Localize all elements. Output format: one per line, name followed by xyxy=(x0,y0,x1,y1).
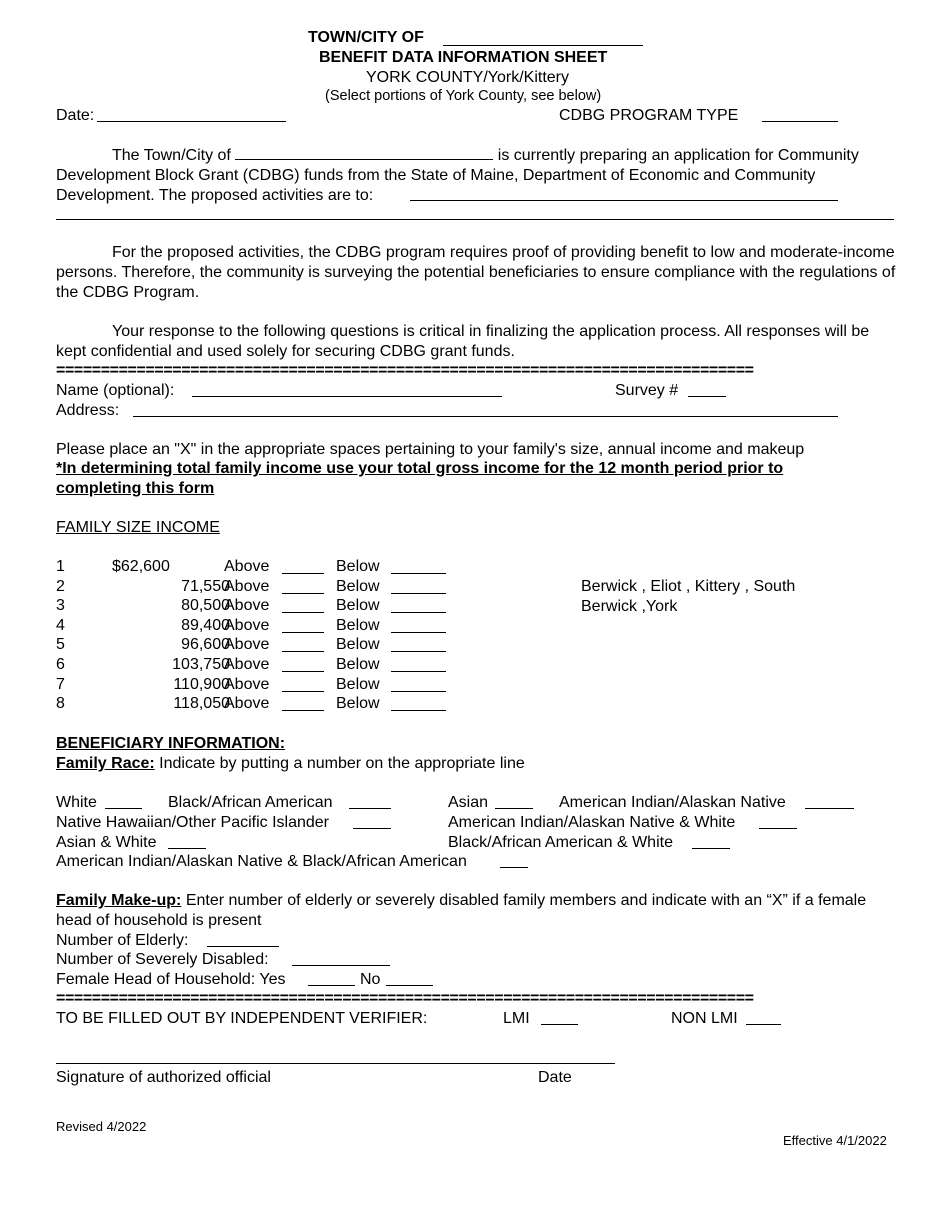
program-type-label: CDBG PROGRAM TYPE xyxy=(559,107,739,124)
female-head-yes-field[interactable] xyxy=(308,985,355,986)
above-field[interactable] xyxy=(282,597,324,613)
income-limit: 80,500 xyxy=(181,597,230,615)
family-makeup-paragraph xyxy=(56,891,896,931)
below-field[interactable] xyxy=(391,636,446,652)
revised-date: Revised 4/2022 xyxy=(56,1119,147,1134)
family-size: 4 xyxy=(56,616,65,634)
signature-field[interactable] xyxy=(56,1063,615,1064)
intro-part1: The Town/City of xyxy=(112,147,231,164)
income-limit: 89,400 xyxy=(181,616,230,634)
above-field[interactable] xyxy=(282,656,324,672)
below-label: Below xyxy=(336,597,380,615)
lmi-field[interactable] xyxy=(541,1024,578,1025)
family-race-instruction: Indicate by putting a number on the appropriate line xyxy=(159,755,525,772)
below-label: Below xyxy=(336,675,380,693)
family-size: 7 xyxy=(56,675,65,693)
below-label: Below xyxy=(336,616,380,634)
below-label: Below xyxy=(336,636,380,654)
non-lmi-field[interactable] xyxy=(746,1024,781,1025)
income-limit: 96,600 xyxy=(181,636,230,654)
family-size: 6 xyxy=(56,656,65,673)
income-row xyxy=(56,676,476,695)
page-title: BENEFIT DATA INFORMATION SHEET xyxy=(319,49,608,66)
confidentiality-paragraph: Your response to the following questions is critical in finalizing the application process. All responses will be kept confidential and used solely for securing CDBG grant funds. xyxy=(56,323,870,360)
separator-top: ============================================================================== xyxy=(56,362,754,379)
income-row xyxy=(56,617,476,636)
race-asian-white-field[interactable] xyxy=(168,848,206,849)
family-size: 5 xyxy=(56,636,65,654)
race-asian-label: Asian xyxy=(448,794,489,811)
income-limit: 103,750 xyxy=(172,656,230,673)
below-field[interactable] xyxy=(391,676,446,692)
above-field[interactable] xyxy=(282,558,324,574)
income-limit: 118,050 xyxy=(173,695,230,713)
activities-field-line2[interactable] xyxy=(56,219,894,220)
female-head-no-label: No xyxy=(360,971,381,988)
activities-field[interactable] xyxy=(410,200,838,201)
race-black-field[interactable] xyxy=(349,808,391,809)
county-subtitle: YORK COUNTY/York/Kittery xyxy=(366,69,570,86)
verifier-label: TO BE FILLED OUT BY INDEPENDENT VERIFIER: xyxy=(56,1010,428,1027)
below-field[interactable] xyxy=(391,558,446,574)
family-size: 8 xyxy=(56,695,65,713)
address-label: Address: xyxy=(56,402,120,419)
lmi-label: LMI xyxy=(503,1010,530,1027)
family-size: 2 xyxy=(56,577,65,595)
survey-label: Survey # xyxy=(615,382,679,399)
race-amind-white-label: American Indian/Alaskan Native & White xyxy=(448,814,736,831)
above-field[interactable] xyxy=(282,578,324,594)
town-city-of-label: TOWN/CITY OF xyxy=(308,29,424,46)
above-label: Above xyxy=(224,597,270,615)
race-amind-label: American Indian/Alaskan Native xyxy=(559,794,786,811)
county-note: (Select portions of York County, see below) xyxy=(325,88,602,104)
above-label: Above xyxy=(224,558,270,575)
race-amind-field[interactable] xyxy=(805,808,854,809)
below-field[interactable] xyxy=(391,617,446,633)
income-row xyxy=(56,656,476,675)
intro-town-field[interactable] xyxy=(235,145,493,160)
female-head-label: Female Head of Household: Yes xyxy=(56,971,286,988)
income-limit: 71,550 xyxy=(181,577,230,595)
family-size: 1 xyxy=(56,558,65,575)
above-field[interactable] xyxy=(282,636,324,652)
income-limit: 110,900 xyxy=(173,675,230,693)
intro-paragraph xyxy=(56,145,896,206)
towns-line-1: Berwick , Eliot , Kittery , South xyxy=(581,578,796,595)
race-black-label: Black/African American xyxy=(168,794,333,811)
town-name-field[interactable] xyxy=(443,45,643,46)
name-label: Name (optional): xyxy=(56,382,175,399)
purpose-paragraph: For the proposed activities, the CDBG program requires proof of providing benefit to low and moderate-income persons. Therefore, the community is surveying the potential beneficiaries to ensure compliance with the regulations of the CDBG Program. xyxy=(56,244,896,301)
elderly-label: Number of Elderly: xyxy=(56,932,189,949)
separator-bottom: ============================================================================== xyxy=(56,990,754,1007)
date-field[interactable] xyxy=(97,121,286,122)
above-label: Above xyxy=(224,636,270,654)
below-label: Below xyxy=(336,695,380,713)
income-row xyxy=(56,558,476,577)
race-black-white-field[interactable] xyxy=(692,848,730,849)
above-field[interactable] xyxy=(282,676,324,692)
non-lmi-label: NON LMI xyxy=(671,1010,738,1027)
race-white-label: White xyxy=(56,794,97,811)
race-white-field[interactable] xyxy=(105,808,142,809)
name-field[interactable] xyxy=(192,396,502,397)
survey-number-field[interactable] xyxy=(688,396,726,397)
below-label: Below xyxy=(336,656,380,673)
race-nhpi-field[interactable] xyxy=(353,828,391,829)
above-label: Above xyxy=(224,577,270,595)
disabled-field[interactable] xyxy=(292,965,390,966)
race-asian-field[interactable] xyxy=(495,808,533,809)
income-row xyxy=(56,695,476,714)
effective-date: Effective 4/1/2022 xyxy=(783,1133,887,1148)
income-table-heading: FAMILY SIZE INCOME xyxy=(56,519,220,536)
family-size: 3 xyxy=(56,597,65,615)
income-row xyxy=(56,636,476,655)
intro-part2: is currently preparing an application for Community Development Block Grant (CDBG) funds from the State of Maine, Department of Economic and Community Development. The proposed activities are to: xyxy=(56,147,859,204)
beneficiary-heading: BENEFICIARY INFORMATION: xyxy=(56,735,286,752)
date-label: Date: xyxy=(56,107,95,124)
race-asian-white-label: Asian & White xyxy=(56,834,157,851)
race-nhpi-label: Native Hawaiian/Other Pacific Islander xyxy=(56,814,330,831)
below-label: Below xyxy=(336,558,380,575)
below-field[interactable] xyxy=(391,578,446,594)
signature-date-label: Date xyxy=(538,1069,572,1086)
income-instruction: *In determining total family income use your total gross income for the 12 month period prior to completing this form xyxy=(56,460,784,497)
above-label: Above xyxy=(224,675,270,693)
above-label: Above xyxy=(224,616,270,634)
race-amind-black-field[interactable] xyxy=(500,867,528,868)
family-makeup-label: Family Make-up: xyxy=(56,892,182,909)
above-label: Above xyxy=(224,656,270,673)
above-label: Above xyxy=(224,695,270,713)
below-label: Below xyxy=(336,577,380,595)
race-amind-white-field[interactable] xyxy=(759,828,797,829)
program-type-field[interactable] xyxy=(762,121,838,122)
below-field[interactable] xyxy=(391,597,446,613)
signature-label: Signature of authorized official xyxy=(56,1069,271,1086)
above-field[interactable] xyxy=(282,695,324,711)
income-row xyxy=(56,578,476,597)
instruction-line: Please place an "X" in the appropriate spaces pertaining to your family's size, annual income and makeup xyxy=(56,441,805,458)
below-field[interactable] xyxy=(391,695,446,711)
female-head-no-field[interactable] xyxy=(386,985,433,986)
family-makeup-instruction: Enter number of elderly or severely disabled family members and indicate with an “X” if a female head of household is present xyxy=(56,892,867,929)
race-black-white-label: Black/African American & White xyxy=(448,834,673,851)
below-field[interactable] xyxy=(391,656,446,672)
disabled-label: Number of Severely Disabled: xyxy=(56,951,269,968)
income-limit: $62,600 xyxy=(112,558,170,575)
towns-line-2: Berwick ,York xyxy=(581,598,678,615)
race-amind-black-label: American Indian/Alaskan Native & Black/African American xyxy=(56,853,467,870)
above-field[interactable] xyxy=(282,617,324,633)
elderly-field[interactable] xyxy=(207,946,279,947)
address-field[interactable] xyxy=(133,416,838,417)
income-row xyxy=(56,597,476,616)
family-race-label: Family Race: xyxy=(56,755,155,772)
